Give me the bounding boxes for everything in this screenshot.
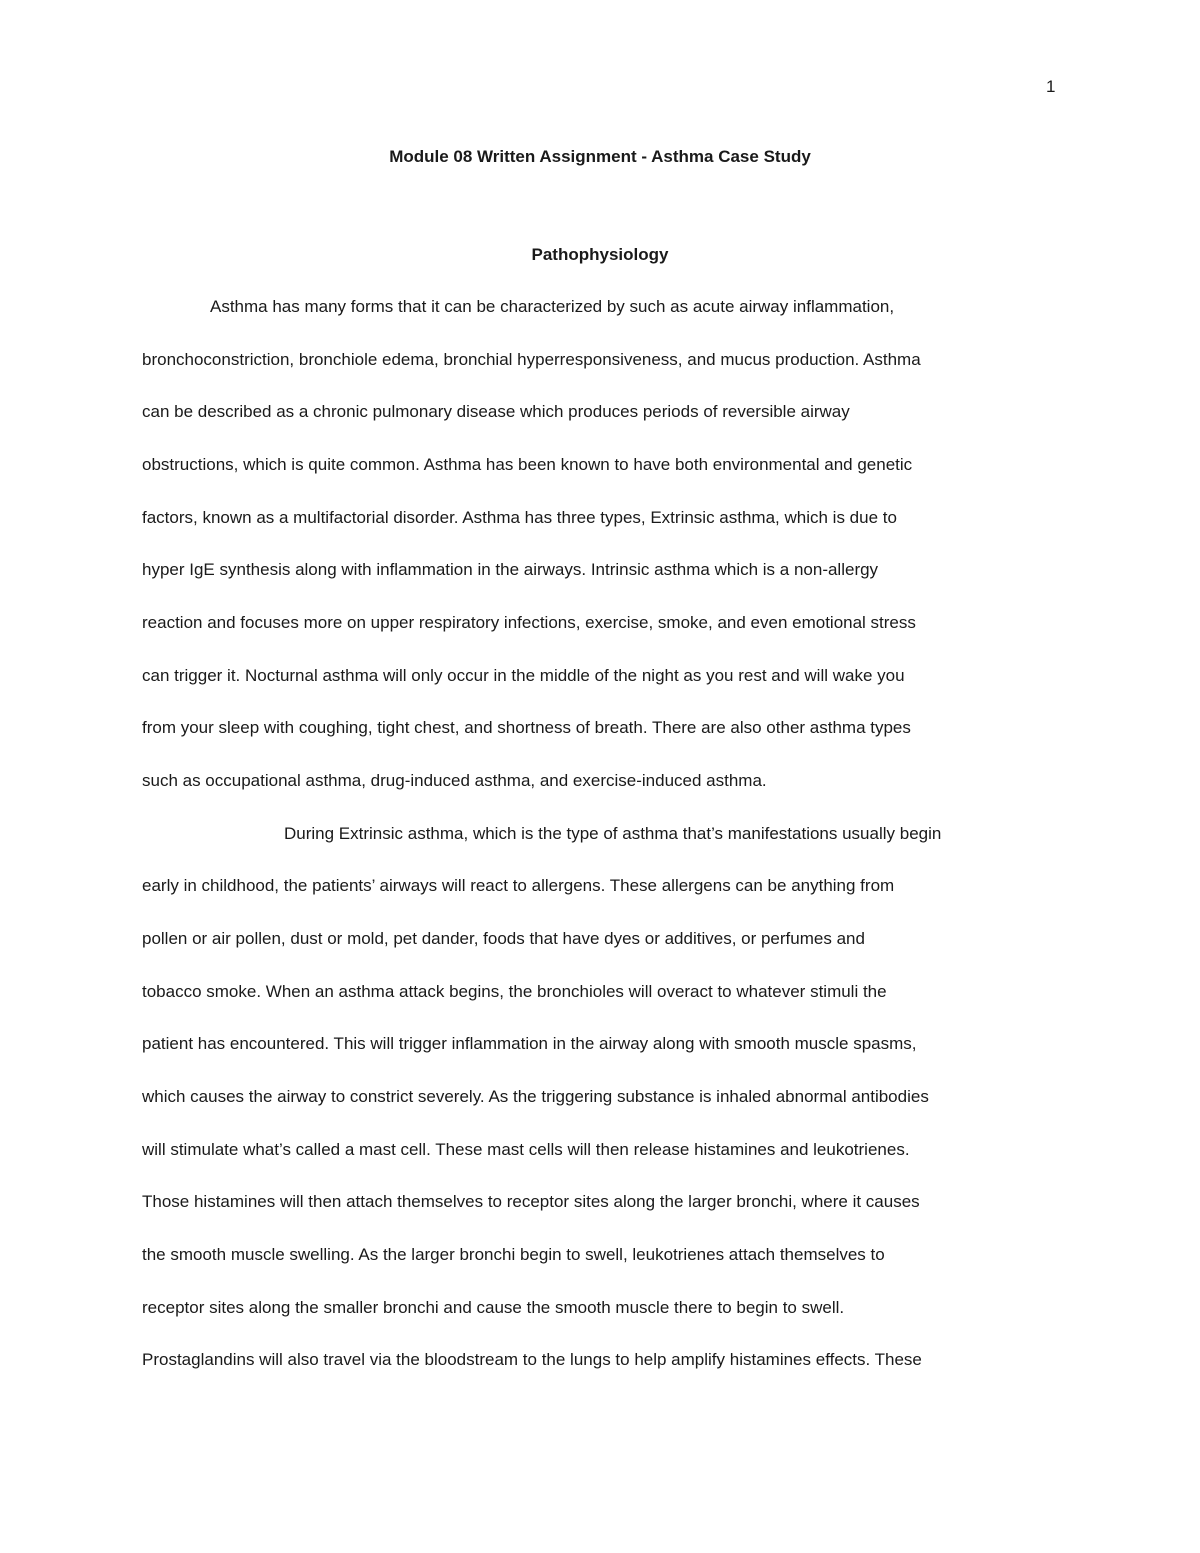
section-heading: Pathophysiology [531,245,669,264]
paragraph-line: factors, known as a multifactorial disorder. Asthma has three types, Extrinsic asthma, which is due to [142,508,897,527]
paragraph-line: such as occupational asthma, drug-induced asthma, and exercise-induced asthma. [142,771,767,790]
paragraph-line: obstructions, which is quite common. Asthma has been known to have both environmental and genetic [142,455,913,474]
document-title: Module 08 Written Assignment - Asthma Case Study [389,147,811,166]
paragraph-line: patient has encountered. This will trigger inflammation in the airway along with smooth muscle spasms, [142,1034,917,1053]
paragraph-line: early in childhood, the patients’ airways will react to allergens. These allergens can be anything from [142,876,895,895]
paragraph-line: can be described as a chronic pulmonary disease which produces periods of reversible airway [142,402,850,421]
paragraph-line: hyper IgE synthesis along with inflammation in the airways. Intrinsic asthma which is a non-allergy [142,560,879,579]
paragraph-line: can trigger it. Nocturnal asthma will only occur in the middle of the night as you rest and will wake you [142,666,905,685]
paragraph-line: bronchoconstriction, bronchiole edema, bronchial hyperresponsiveness, and mucus production. Asthma [142,350,921,369]
paragraph-line: from your sleep with coughing, tight chest, and shortness of breath. There are also other asthma types [142,718,911,737]
paragraph-line: tobacco smoke. When an asthma attack begins, the bronchioles will overact to whatever stimuli the [142,982,887,1001]
paragraph-line: pollen or air pollen, dust or mold, pet dander, foods that have dyes or additives, or perfumes and [142,929,865,948]
paragraph-line: Prostaglandins will also travel via the bloodstream to the lungs to help amplify histamines effects. These [142,1350,922,1369]
paragraph-line: Asthma has many forms that it can be characterized by such as acute airway inflammation, [210,297,895,316]
page-number: 1 [1046,77,1056,96]
paragraph-line: which causes the airway to constrict severely. As the triggering substance is inhaled abnormal antibodies [142,1087,929,1106]
paragraph-line: During Extrinsic asthma, which is the type of asthma that’s manifestations usually begin [284,824,942,843]
paragraph-line: reaction and focuses more on upper respiratory infections, exercise, smoke, and even emotional stress [142,613,916,632]
paragraph-line: receptor sites along the smaller bronchi and cause the smooth muscle there to begin to swell. [142,1298,845,1317]
paragraph-line: Those histamines will then attach themselves to receptor sites along the larger bronchi, where it causes [142,1192,920,1211]
paragraph-line: will stimulate what’s called a mast cell. These mast cells will then release histamines and leukotrienes. [142,1140,910,1159]
paragraph-line: the smooth muscle swelling. As the larger bronchi begin to swell, leukotrienes attach themselves to [142,1245,885,1264]
